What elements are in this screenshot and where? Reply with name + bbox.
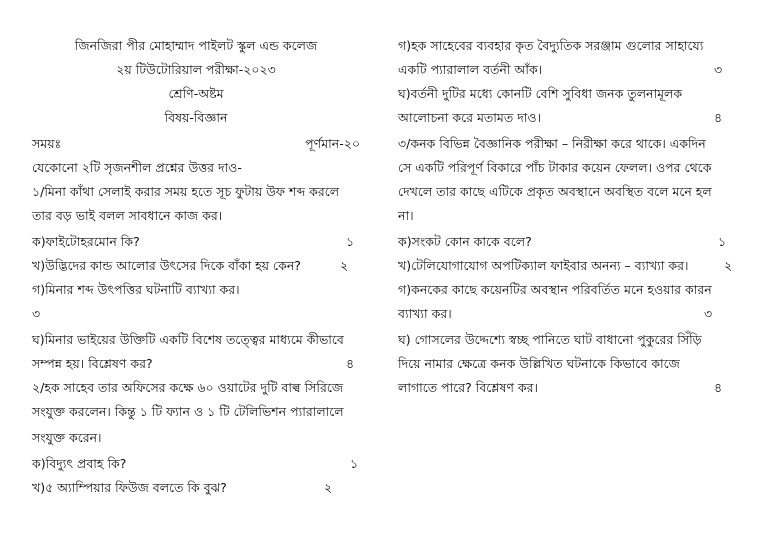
subject-label: বিষয়-বিজ্ঞান xyxy=(164,110,228,125)
q3-b-mark: ২ xyxy=(724,258,733,273)
q1-part-a: ক)ফাইটোহরমোন কি? xyxy=(32,234,140,249)
q3-part-a: ক)সংকট কোন কাকে বলে? xyxy=(398,234,532,249)
q2-d-mark: ৪ xyxy=(714,110,723,125)
q2-part-c-line-1: গ)হক সাহেবের ব্যবহার কৃত বৈদ্যুতিক সরঞ্জাম গুলোর সাহায্যে xyxy=(398,38,704,53)
school-name: জিনজিরা পীর মোহাম্মাদ পাইলট স্কুল এন্ড কলেজ xyxy=(74,38,318,53)
q1-part-d-line-2: সম্পন্ন হয়। বিশ্লেষণ কর? xyxy=(32,356,153,371)
q2-part-d-line-2: আলোচনা করে মতামত দাও। xyxy=(398,110,542,125)
q1-d-mark: ৪ xyxy=(346,356,355,371)
q2-b-mark: ২ xyxy=(324,480,333,495)
q1-part-b: খ)উদ্ভিদের কান্ড আলোর উৎসের দিকে বাঁকা হয় কেন? xyxy=(32,258,301,273)
q2-stem-line-1: ২/হক সাহেব তার অফিসের কক্ষে ৬০ ওয়াটের দুটি বাল্ব সিরিজে xyxy=(32,380,344,395)
q2-a-mark: ১ xyxy=(350,456,359,471)
q2-stem-line-2: সংযুক্ত করলেন। কিন্তু ১ টি ফ্যান ও ১ টি টেলিভিশন প্যারালালে xyxy=(32,404,344,419)
q2-part-a: ক)বিদ্যুৎ প্রবাহ কি? xyxy=(32,456,127,471)
q3-part-b: খ)টেলিযোগাযোগ অপটিক্যাল ফাইবার অনন্য – ব্যাখ্যা কর। xyxy=(398,258,689,273)
q1-b-mark: ২ xyxy=(340,258,349,273)
q3-part-c-line-2: ব্যাখ্যা কর। xyxy=(398,306,452,321)
q2-part-c-line-2: একটি প্যারালাল বর্তনী আঁক। xyxy=(398,62,543,77)
q1-stem-line-1: ১/মিনা কাঁথা সেলাই করার সময় হতে সূচ ফুটায় উফ শব্দ করলে xyxy=(32,184,340,199)
q3-d-mark: ৪ xyxy=(714,380,723,395)
q3-part-d-line-3: লাগাতে পারে? বিশ্লেষণ কর। xyxy=(398,380,538,395)
q3-stem-line-2: সে একটি পরিপূর্ণ বিকারে পাঁচ টাকার কয়েন ফেলল। ওপর থেকে xyxy=(398,160,712,175)
q1-part-c: গ)মিনার শব্দ উৎপত্তির ঘটনাটি ব্যাখ্যা কর। xyxy=(32,282,240,297)
q3-stem-line-4: না। xyxy=(398,208,414,223)
q2-stem-line-3: সংযুক্ত করেন। xyxy=(32,430,102,445)
q2-c-mark: ৩ xyxy=(714,62,723,77)
exam-title: ২য় টিউটোরিয়াল পরীক্ষা-২০২৩ xyxy=(116,62,276,77)
q1-c-mark: ৩ xyxy=(32,306,41,321)
q3-part-c-line-1: গ)কনকের কাছে কয়েনটির অবস্থান পরিবর্তিত মনে হওয়ার কারন xyxy=(398,282,712,297)
q1-part-d-line-1: ঘ)মিনার ভাইয়ের উক্তিটি একটি বিশেষ তত্ত্বের মাধ্যমে কীভাবে xyxy=(32,332,344,347)
q2-part-b: খ)৫ অ্যাম্পিয়ার ফিউজ বলতে কি বুঝ? xyxy=(32,480,227,495)
full-marks: পূর্ণমান-২০ xyxy=(305,136,360,151)
q3-a-mark: ১ xyxy=(718,234,727,249)
q3-stem-line-1: ৩/কনক বিভিন্ন বৈজ্ঞানিক পরীক্ষা – নিরীক্ষা করে থাকে। একদিন xyxy=(398,136,706,151)
q3-part-d-line-1: ঘ) গোসলের উদ্দেশ্যে স্বচ্ছ পানিতে ঘাট বাধানো পুকুরের সিঁড়ি xyxy=(398,332,702,347)
q1-stem-line-2: তার বড় ভাই বলল সাবধানে কাজ কর। xyxy=(32,208,223,223)
q3-c-mark: ৩ xyxy=(704,306,713,321)
q3-stem-line-3: দেখলে তার কাছে এটিকে প্রকৃত অবস্থানে অবস্থিত বলে মনে হল xyxy=(398,184,712,199)
class-label: শ্রেণি-অষ্টম xyxy=(168,86,224,101)
q3-part-d-line-2: দিয়ে নামার ক্ষেত্রে কনক উল্লিখিত ঘটনাকে কিভাবে কাজে xyxy=(398,356,680,371)
instruction: যেকোনো ২টি সৃজনশীল প্রশ্নের উত্তর দাও- xyxy=(32,160,242,175)
time-label: সময়ঃ xyxy=(32,136,62,151)
q1-a-mark: ১ xyxy=(346,234,355,249)
q2-part-d-line-1: ঘ)বর্তনী দুটির মধ্যে কোনটি বেশি সুবিধা জনক তুলনামূলক xyxy=(398,86,683,101)
